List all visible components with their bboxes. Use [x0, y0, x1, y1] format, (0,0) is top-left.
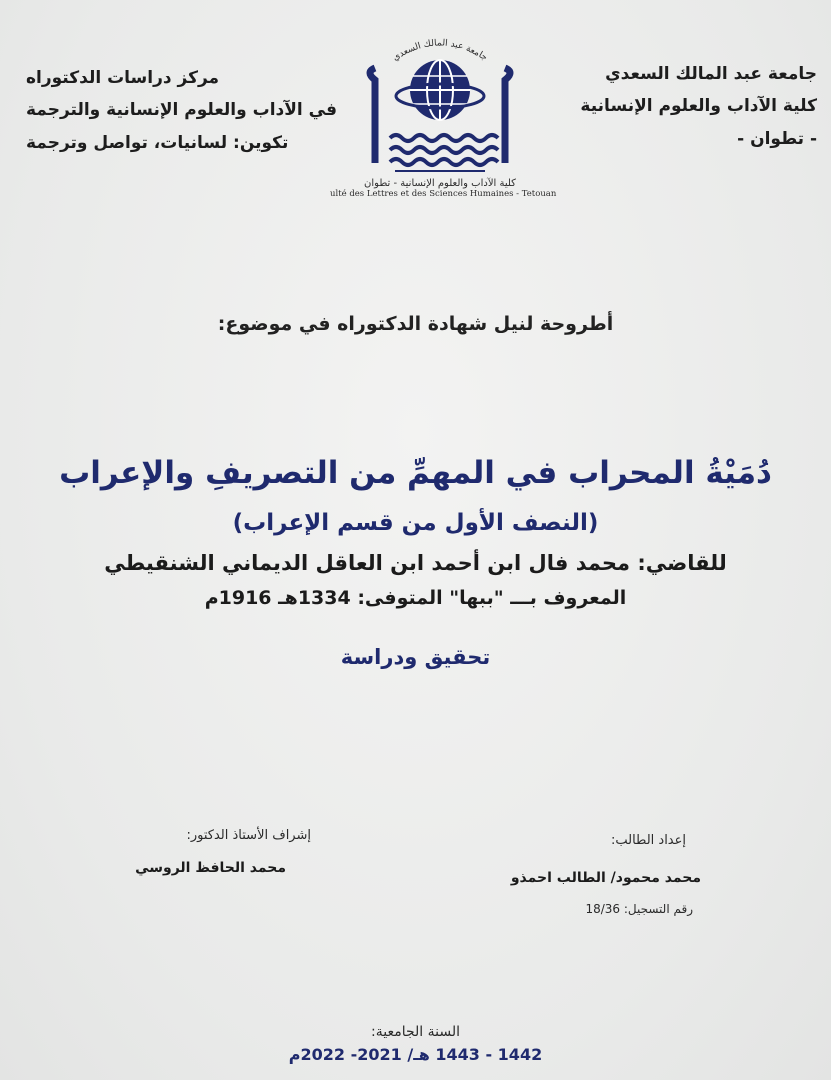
student-label: إعداد الطالب: — [610, 833, 686, 848]
logo-caption-french: ulté des Lettres et des Sciences Humaines - Tetouan — [330, 189, 557, 199]
supervisor-label: إشراف الأستاذ الدكتور: — [186, 828, 311, 843]
city-name: - تطوان - — [737, 128, 817, 149]
university-name: جامعة عبد المالك السعدي — [605, 64, 817, 84]
doctoral-center-header — [26, 62, 337, 159]
supervisor-name: محمد الحافظ الروسي — [135, 860, 286, 876]
university-logo-icon — [335, 28, 545, 203]
academic-year-label: السنة الجامعية: — [371, 1024, 460, 1040]
doctoral-center-name: مركز دراسات الدكتوراه — [26, 68, 220, 88]
thesis-subject-line: أطروحة لنيل شهادة الدكتوراه في موضوع: — [217, 313, 614, 335]
thesis-subtitle: (النصف الأول من قسم الإعراب) — [232, 510, 599, 536]
thesis-title: دُمَيْةُ المحراب في المهمِّ من التصريفِ والإعراب — [59, 455, 772, 491]
author-known-as: المعروف بـــ "ببها" المتوفى: 1334هـ 1916م — [204, 587, 627, 609]
faculty-name: كلية الآداب والعلوم الإنسانية — [580, 96, 817, 117]
thesis-author: للقاضي: محمد فال ابن أحمد ابن العاقل الديماني الشنقيطي — [104, 551, 727, 575]
logo-caption — [330, 178, 557, 199]
thesis-study-type: تحقيق ودراسة — [340, 645, 491, 669]
training-program: تكوين: لسانيات، تواصل وترجمة — [26, 132, 289, 153]
university-header — [580, 58, 817, 155]
logo-caption-arabic: كلية الآداب والعلوم الإنسانية - تطوان — [364, 178, 516, 189]
logo-arc-text: جامعة عبد المالك السعدي — [391, 38, 489, 64]
registration-number: رقم التسجيل: 18/36 — [585, 902, 693, 916]
academic-year-value: 1442 - 1443 هـ/ 2021- 2022م — [288, 1045, 543, 1064]
student-name: محمد محمود/ الطالب احمذو — [510, 870, 701, 886]
doctoral-center-field: في الآداب والعلوم الإنسانية والترجمة — [26, 100, 337, 121]
